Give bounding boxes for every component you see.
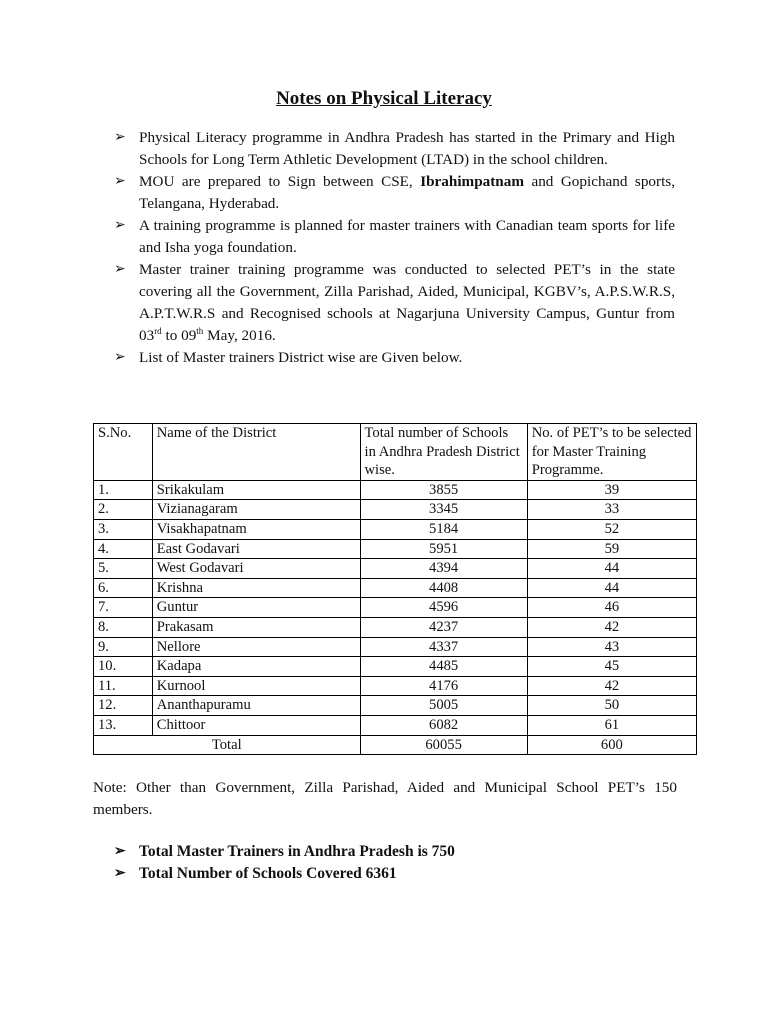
row-pets: 44	[527, 559, 696, 579]
table-row	[94, 578, 697, 598]
row-total-schools: 4408	[360, 578, 527, 598]
note-text: and Gopichand sports, Telangana, Hyderabad.	[139, 173, 676, 212]
row-sno: 8.	[94, 617, 153, 637]
arrow-bullet-icon: ➢	[114, 130, 126, 145]
row-total-schools: 3345	[360, 500, 527, 520]
note-paragraph: Note: Other than Government, Zilla Parishad, Aided and Municipal School PET’s 150 members.	[93, 779, 677, 818]
row-pets: 33	[527, 500, 696, 520]
row-sno: 9.	[94, 637, 153, 657]
row-district: Krishna	[152, 578, 360, 598]
table-row	[94, 519, 697, 539]
note-text: List of Master trainers District wise are Given below.	[139, 349, 463, 366]
row-total-schools: 4394	[360, 559, 527, 579]
row-total-schools: 5005	[360, 696, 527, 716]
row-district: Prakasam	[152, 617, 360, 637]
table-header-row	[94, 424, 697, 481]
list-item	[114, 127, 675, 171]
row-sno: 3.	[94, 519, 153, 539]
row-sno: 1.	[94, 480, 153, 500]
row-district: Chittoor	[152, 715, 360, 735]
row-pets: 59	[527, 539, 696, 559]
row-district: West Godavari	[152, 559, 360, 579]
row-district: Guntur	[152, 598, 360, 618]
row-sno: 5.	[94, 559, 153, 579]
table-row	[94, 637, 697, 657]
note-text: May, 2016.	[203, 327, 276, 344]
row-total-schools: 4596	[360, 598, 527, 618]
superscript: th	[196, 325, 204, 336]
row-sno: 10.	[94, 657, 153, 677]
row-total-schools: 4485	[360, 657, 527, 677]
note-text: to 09	[161, 327, 197, 344]
arrow-bullet-icon: ➢	[114, 866, 126, 881]
row-sno: 2.	[94, 500, 153, 520]
arrow-bullet-icon: ➢	[114, 218, 126, 233]
row-pets: 43	[527, 637, 696, 657]
arrow-bullet-icon: ➢	[114, 262, 126, 277]
list-item	[114, 863, 674, 885]
total-label: Total	[94, 735, 361, 755]
note-text: A training programme is planned for master trainers with Canadian team sports for life and Isha yoga foundation.	[139, 217, 675, 256]
list-item	[114, 259, 675, 347]
row-total-schools: 6082	[360, 715, 527, 735]
superscript: rd	[154, 325, 162, 336]
page-title: Notes on Physical Literacy	[276, 88, 492, 109]
note-text-bold: Ibrahimpatnam	[420, 173, 524, 190]
row-pets: 61	[527, 715, 696, 735]
arrow-bullet-icon: ➢	[114, 350, 126, 365]
table-row	[94, 539, 697, 559]
table-row	[94, 617, 697, 637]
row-sno: 4.	[94, 539, 153, 559]
list-item	[114, 347, 675, 369]
row-pets: 42	[527, 617, 696, 637]
row-district: Nellore	[152, 637, 360, 657]
table-row	[94, 500, 697, 520]
row-district: Kadapa	[152, 657, 360, 677]
district-table	[93, 423, 697, 755]
row-district: East Godavari	[152, 539, 360, 559]
row-sno: 11.	[94, 676, 153, 696]
row-district: Srikakulam	[152, 480, 360, 500]
table-row	[94, 559, 697, 579]
table-row	[94, 598, 697, 618]
header-sno: S.No.	[94, 424, 153, 481]
table-body	[94, 480, 697, 735]
table-total-row	[94, 735, 697, 755]
row-total-schools: 3855	[360, 480, 527, 500]
row-pets: 39	[527, 480, 696, 500]
row-district: Vizianagaram	[152, 500, 360, 520]
row-district: Ananthapuramu	[152, 696, 360, 716]
table-row	[94, 715, 697, 735]
row-total-schools: 5951	[360, 539, 527, 559]
row-total-schools: 5184	[360, 519, 527, 539]
row-pets: 50	[527, 696, 696, 716]
summary-text: Total Master Trainers in Andhra Pradesh is 750	[139, 843, 455, 860]
list-item	[114, 215, 675, 259]
row-sno: 7.	[94, 598, 153, 618]
row-total-schools: 4176	[360, 676, 527, 696]
total-schools: 60055	[360, 735, 527, 755]
arrow-bullet-icon: ➢	[114, 844, 126, 859]
summary-list	[114, 841, 674, 885]
row-sno: 12.	[94, 696, 153, 716]
row-pets: 45	[527, 657, 696, 677]
table-row	[94, 696, 697, 716]
row-pets: 46	[527, 598, 696, 618]
table-row	[94, 676, 697, 696]
row-sno: 13.	[94, 715, 153, 735]
row-district: Visakhapatnam	[152, 519, 360, 539]
table-row	[94, 657, 697, 677]
row-pets: 52	[527, 519, 696, 539]
notes-list	[114, 127, 675, 369]
list-item	[114, 171, 675, 215]
row-sno: 6.	[94, 578, 153, 598]
row-total-schools: 4337	[360, 637, 527, 657]
summary-text: Total Number of Schools Covered 6361	[139, 865, 397, 882]
row-pets: 42	[527, 676, 696, 696]
note-text: Master trainer training programme was conducted to selected PET’s in the state covering all the Government, Zilla Parishad, Aided, Municipal, KGBV’s, A.P.S.W.R.S, A.P.T.W.R.S and Recognised schools at Nagarjuna University Campus, Guntur from 03	[139, 261, 675, 344]
row-district: Kurnool	[152, 676, 360, 696]
note-text: Physical Literacy programme in Andhra Pradesh has started in the Primary and High Schools for Long Term Athletic Development (LTAD) in the school children.	[139, 129, 675, 168]
header-total-schools: Total number of Schools in Andhra Pradesh District wise.	[360, 424, 527, 481]
header-district: Name of the District	[152, 424, 360, 481]
row-total-schools: 4237	[360, 617, 527, 637]
list-item	[114, 841, 674, 863]
total-pets: 600	[527, 735, 696, 755]
row-pets: 44	[527, 578, 696, 598]
note-text: MOU are prepared to Sign between CSE,	[139, 173, 421, 190]
header-pets: No. of PET’s to be selected for Master Training Programme.	[527, 424, 696, 481]
table-row	[94, 480, 697, 500]
arrow-bullet-icon: ➢	[114, 174, 126, 189]
